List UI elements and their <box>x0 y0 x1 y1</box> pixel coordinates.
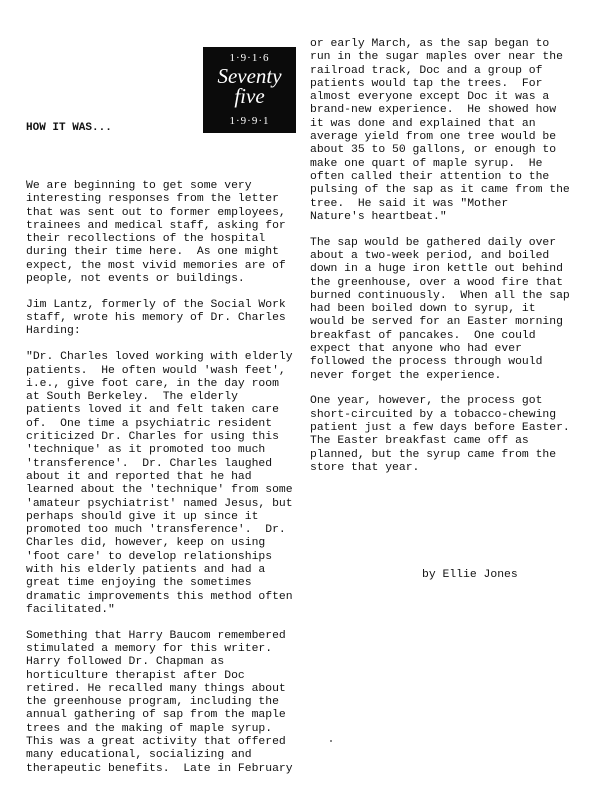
anniversary-logo <box>203 47 296 133</box>
left-column <box>26 180 308 788</box>
paragraph-easter: One year, however, the process got short-circuited by a tobacco-chewing patient just a few days before Easter. The Easter breakfast came off as planned, but the syrup came from the store that year. <box>310 395 570 474</box>
scan-speck <box>330 740 332 742</box>
logo-year-end: 1·9·9·1 <box>229 115 270 127</box>
paragraph-harry-baucom: Something that Harry Baucom remembered stimulated a memory for this writer. Harry followed Dr. Chapman as horticulture therapist after Doc retired. He recalled many things about the greenhouse program, including the annual gathering of sap from the maple trees and the making of maple syrup. This was a great activity that offered many educational, socializing and therapeutic benefits. Late in February <box>26 629 293 775</box>
logo-script-five: five <box>234 84 265 108</box>
byline: by Ellie Jones <box>422 569 518 581</box>
logo-script-seventy: Seventy <box>217 64 282 88</box>
paragraph-quote-dr-charles: "Dr. Charles loved working with elderly patients. He often would 'wash feet', i.e., give foot care, in the day room at South Berkeley. The elderly patients loved it and felt taken care of. One time a psychiatric resident criticized Dr. Charles for using this 'technique' as it promoted too much 'transference'. Dr. Charles laughed about it and reported that he had learned about the 'technique' from some 'amateur psychiatrist' named Jesus, but perhaps should give it up since it promoted too much 'transference'. Dr. Charles did, however, keep on using 'foot care' to develop relationships with his elderly patients and had a great time enjoying the sometimes dramatic improvements this method often facilitated." <box>26 351 293 616</box>
article-heading: HOW IT WAS... <box>26 122 112 134</box>
paragraph-intro: We are beginning to get some very interesting responses from the letter that was sent out to former employees, trainees and medical staff, asking for their recollections of the hospital during their time here. As one might expect, the most vivid memories are of people, not events or buildings. <box>26 180 286 286</box>
logo-year-start: 1·9·1·6 <box>229 52 270 64</box>
right-column <box>310 38 592 488</box>
paragraph-sap-boiling: The sap would be gathered daily over about a two-week period, and boiled down in a huge iron kettle out behind the greenhouse, over a wood fire that burned continuously. When all the sap had been boiled down to syrup, it would be served for an Easter morning breakfast of pancakes. One could expect that anyone who had ever followed the process through would never forget the experience. <box>310 236 570 382</box>
paragraph-jim-lantz: Jim Lantz, formerly of the Social Work staff, wrote his memory of Dr. Charles Harding: <box>26 298 286 338</box>
paragraph-sap-tapping: or early March, as the sap began to run in the sugar maples over near the railroad track, Doc and a group of patients would tap the trees. For almost everyone except Doc it was a brand-new experience. He showed how it was done and explained that an average yield from one tree would be about 35 to 50 gallons, or enough to make one quart of maple syrup. He often called their attention to the pulsing of the sap as it came from the tree. He said it was "Mother Nature's heartbeat." <box>310 38 570 223</box>
